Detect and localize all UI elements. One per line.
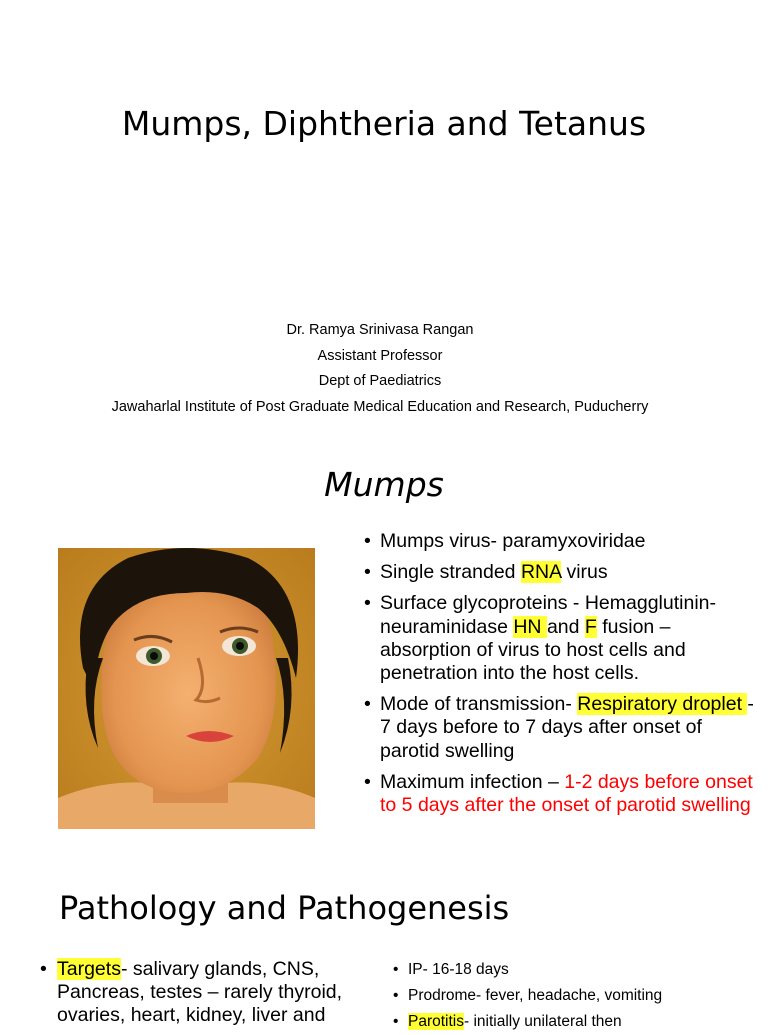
slide-title: Mumps, Diphtheria and Tetanus: [121, 104, 647, 143]
child-photo: [58, 548, 315, 829]
list-item: • Single stranded RNA virus: [364, 561, 760, 584]
author-institute: Jawaharlal Institute of Post Graduate Medical Education and Research, Puducherry: [111, 398, 649, 415]
list-item: • Mode of transmission- Respiratory droplet - 7 days before to 7 days after onset of parotid swelling: [364, 693, 760, 763]
list-item: • Prodrome- fever, headache, vomiting: [393, 983, 753, 1009]
highlight: Targets: [57, 958, 121, 980]
list-item: • Surface glycoproteins - Hemagglutinin-neuraminidase HN and F fusion – absorption of virus to host cells and penetration into the host cells.: [364, 592, 760, 685]
pathology-heading: Pathology and Pathogenesis: [59, 889, 510, 927]
author-position: Assistant Professor: [317, 347, 443, 364]
mumps-bullets: [364, 530, 760, 825]
highlight: Parotitis: [408, 1013, 464, 1030]
pathology-right-bullets: [393, 957, 753, 1035]
list-item: • Maximum infection – 1-2 days before onset to 5 days after the onset of parotid swelling: [364, 771, 760, 817]
list-item: • Mumps virus- paramyxoviridae: [364, 530, 760, 553]
author-department: Dept of Paediatrics: [318, 373, 442, 389]
mumps-heading: Mumps: [324, 465, 444, 504]
list-item: • IP- 16-18 days: [393, 957, 753, 983]
highlight: RNA: [520, 561, 562, 584]
child-face-image: [58, 548, 315, 829]
author-name: Dr. Ramya Srinivasa Rangan: [286, 322, 474, 338]
author-block: [0, 318, 760, 420]
highlight: HN: [513, 615, 547, 638]
pathology-left-bullets: [40, 958, 350, 1027]
red-text: 1-2 days before onset to 5 days after the onset of parotid swelling: [380, 770, 753, 817]
list-item: • Parotitis- initially unilateral then: [393, 1009, 753, 1035]
highlight: F: [584, 615, 597, 638]
highlight: Respiratory droplet: [577, 693, 748, 716]
list-item: • Targets- salivary glands, CNS, Pancreas, testes – rarely thyroid, ovaries, heart, kidney, liver and: [40, 958, 350, 1027]
